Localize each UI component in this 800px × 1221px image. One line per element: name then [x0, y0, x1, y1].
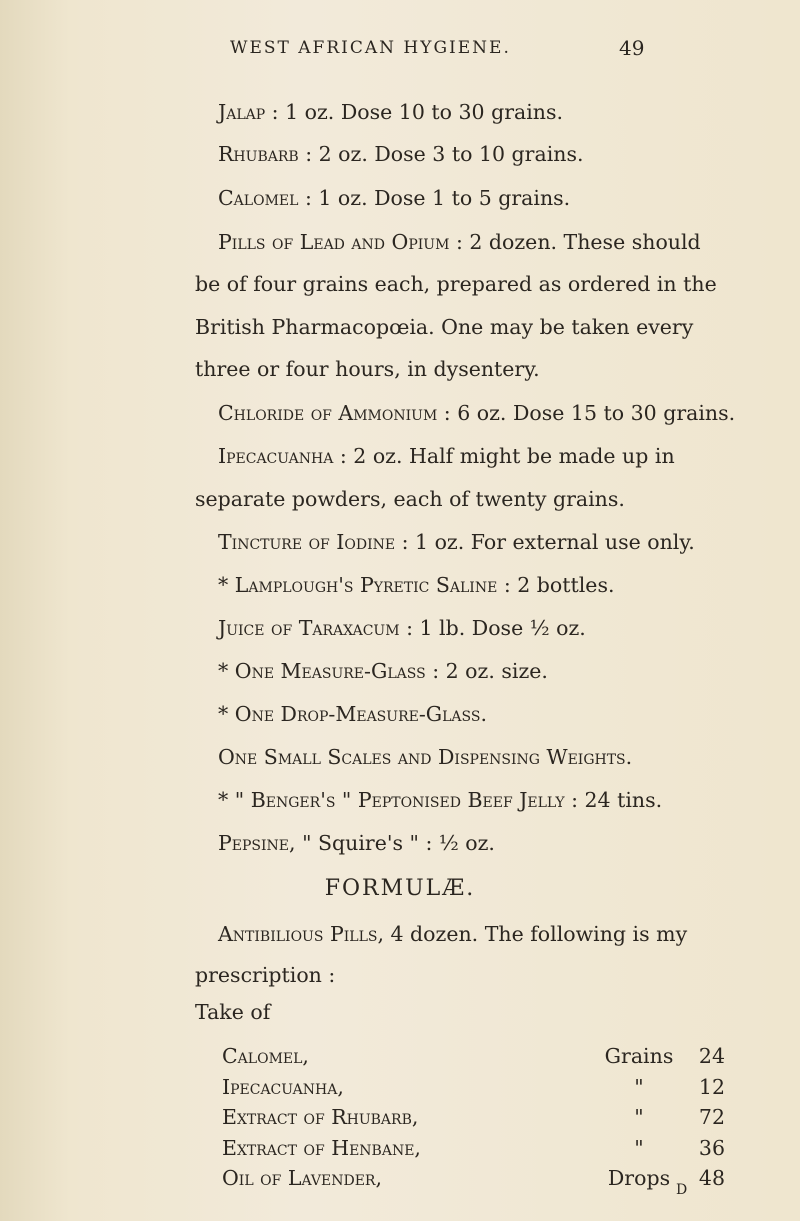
list-item: Pepsine, " Squire's " : ½ oz. [218, 831, 495, 855]
ingredient-qty: 12 [698, 1075, 725, 1099]
page-number: 49 [619, 36, 645, 60]
ingredient-unit: " [634, 1075, 644, 1099]
ingredient-name: Oil of Lavender, [222, 1166, 382, 1190]
list-item-continuation: British Pharmacopœia. One may be taken every [195, 315, 694, 339]
list-item: Calomel : 1 oz. Dose 1 to 5 grains. [218, 186, 571, 210]
list-item: One Small Scales and Dispensing Weights. [218, 745, 633, 769]
list-item: Ipecacuanha : 2 oz. Half might be made up in [218, 444, 675, 468]
ingredient-qty: 72 [698, 1105, 725, 1129]
ingredient-unit: Drops [607, 1166, 671, 1190]
ingredient-qty: 36 [698, 1136, 725, 1160]
formula-intro: Antibilious Pills, 4 dozen. The following is my [218, 922, 688, 946]
list-item: * One Drop-Measure-Glass. [218, 702, 487, 726]
formula-intro-continuation: prescription : [195, 963, 336, 987]
list-item: Chloride of Ammonium : 6 oz. Dose 15 to 30 grains. [218, 401, 736, 425]
list-item-continuation: be of four grains each, prepared as ordered in the [195, 272, 717, 296]
ingredient-name: Extract of Rhubarb, [222, 1105, 419, 1129]
ingredient-name: Ipecacuanha, [222, 1075, 344, 1099]
list-item: * " Benger's " Peptonised Beef Jelly : 24 tins. [218, 788, 663, 812]
ingredient-qty: 48 [698, 1166, 725, 1190]
ingredient-unit: Grains [604, 1044, 674, 1068]
section-title: FORMULÆ. [324, 876, 476, 901]
list-item: Pills of Lead and Opium : 2 dozen. These should [218, 230, 701, 254]
ingredient-name: Calomel, [222, 1044, 309, 1068]
ingredient-qty: 24 [698, 1044, 725, 1068]
list-item: Rhubarb : 2 oz. Dose 3 to 10 grains. [218, 142, 584, 166]
running-title: WEST AFRICAN HYGIENE. [230, 38, 511, 58]
list-item-continuation: three or four hours, in dysentery. [195, 357, 540, 381]
list-item: * Lamplough's Pyretic Saline : 2 bottles. [218, 573, 615, 597]
list-item: Jalap : 1 oz. Dose 10 to 30 grains. [218, 100, 564, 124]
ingredient-unit: " [634, 1136, 644, 1160]
list-item: Juice of Taraxacum : 1 lb. Dose ½ oz. [218, 616, 586, 640]
signature-mark: D [676, 1182, 688, 1198]
ingredient-unit: " [634, 1105, 644, 1129]
list-item-continuation: separate powders, each of twenty grains. [195, 487, 625, 511]
list-item: * One Measure-Glass : 2 oz. size. [218, 659, 548, 683]
ingredient-name: Extract of Henbane, [222, 1136, 421, 1160]
take-of-label: Take of [195, 1000, 271, 1024]
list-item: Tincture of Iodine : 1 oz. For external use only. [218, 530, 695, 554]
